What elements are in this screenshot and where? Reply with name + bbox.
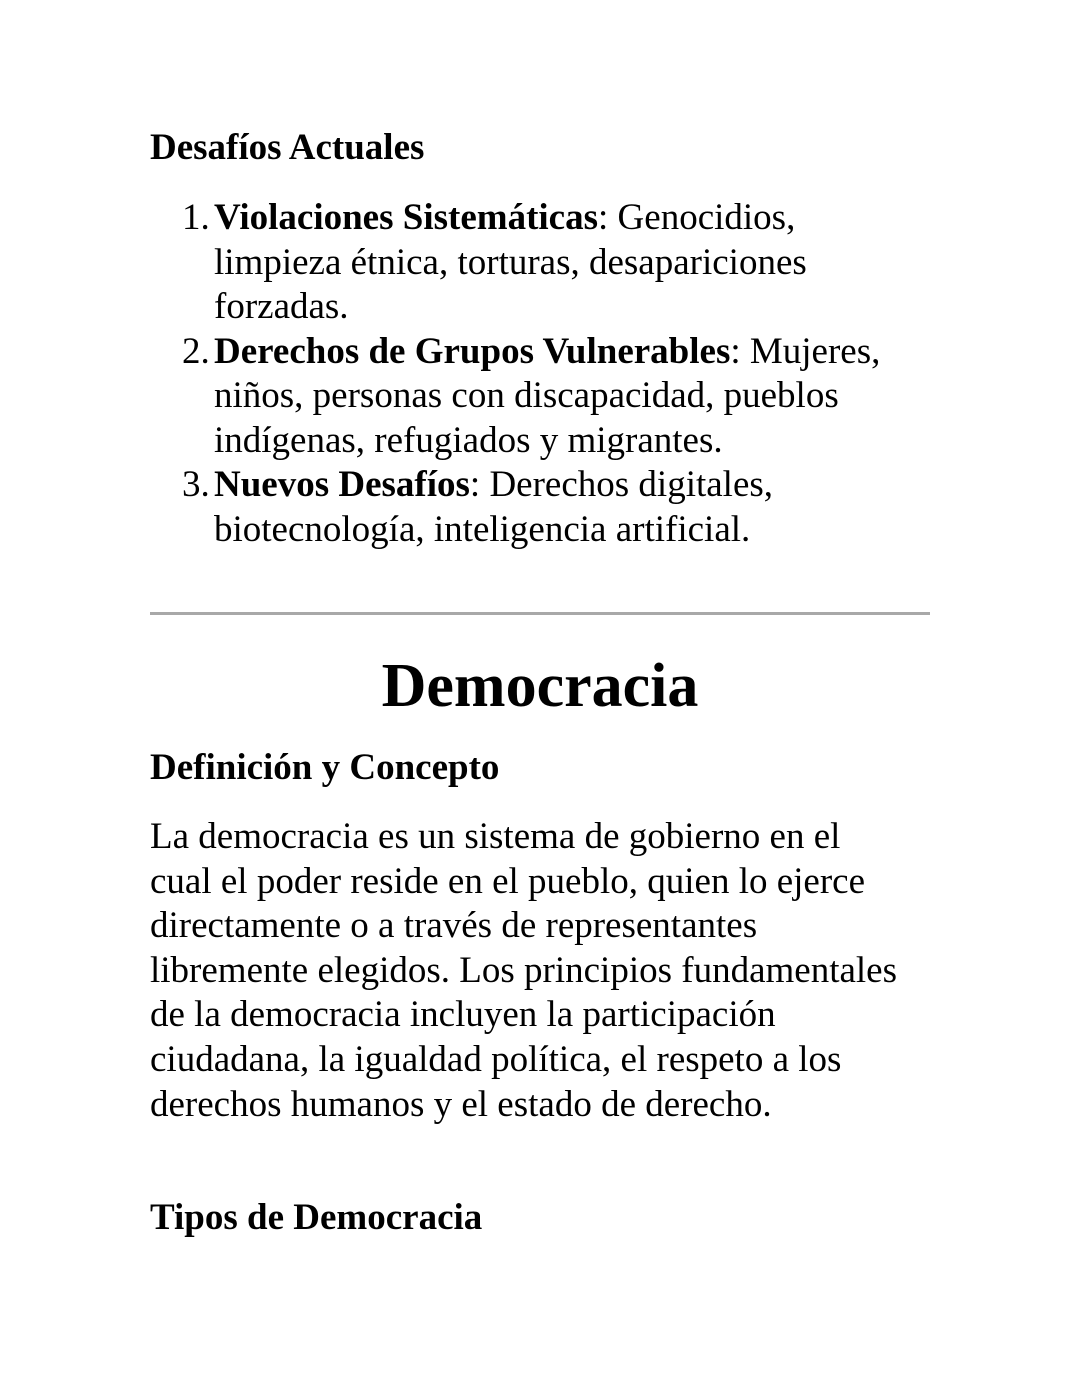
list-item-text: : Derechos digitales, biotecnología, inteligencia artificial.: [214, 464, 774, 550]
heading-definicion-concepto: Definición y Concepto: [150, 747, 500, 788]
heading-desafios-actuales: Desafíos Actuales: [150, 127, 425, 168]
list-item-term: Nuevos Desafíos: [214, 464, 470, 505]
definicion-paragraph: La democracia es un sistema de gobierno en el cual el poder reside en el pueblo, quien lo ejerce directamente o a través de representantes libremente elegidos. Los principios fundamentales de la democracia incluyen la participación ciudadana, la igualdad política, el respeto a los derechos humanos y el estado de derecho.: [150, 816, 897, 1125]
list-item: [150, 330, 930, 464]
horizontal-divider: [150, 612, 930, 615]
list-item-term: Derechos de Grupos Vulnerables: [214, 330, 731, 372]
list-item-number: 2.: [182, 330, 210, 372]
list-item-text: : Mujeres, niños, personas con discapacidad, pueblos indígenas, refugiados y migrantes.: [214, 330, 881, 461]
heading-tipos-democracia: Tipos de Democracia: [150, 1197, 483, 1238]
list-item-term: Violaciones Sistemáticas: [214, 197, 599, 238]
list-item-number: 3.: [182, 464, 210, 505]
list-item: [150, 196, 930, 330]
desafios-list: [150, 196, 930, 552]
list-item-number: 1.: [182, 197, 210, 238]
list-item-text: : Genocidios, limpieza étnica, torturas, desapariciones forzadas.: [214, 197, 807, 327]
list-item: [150, 463, 930, 552]
page-title-democracia: Democracia: [381, 652, 699, 720]
